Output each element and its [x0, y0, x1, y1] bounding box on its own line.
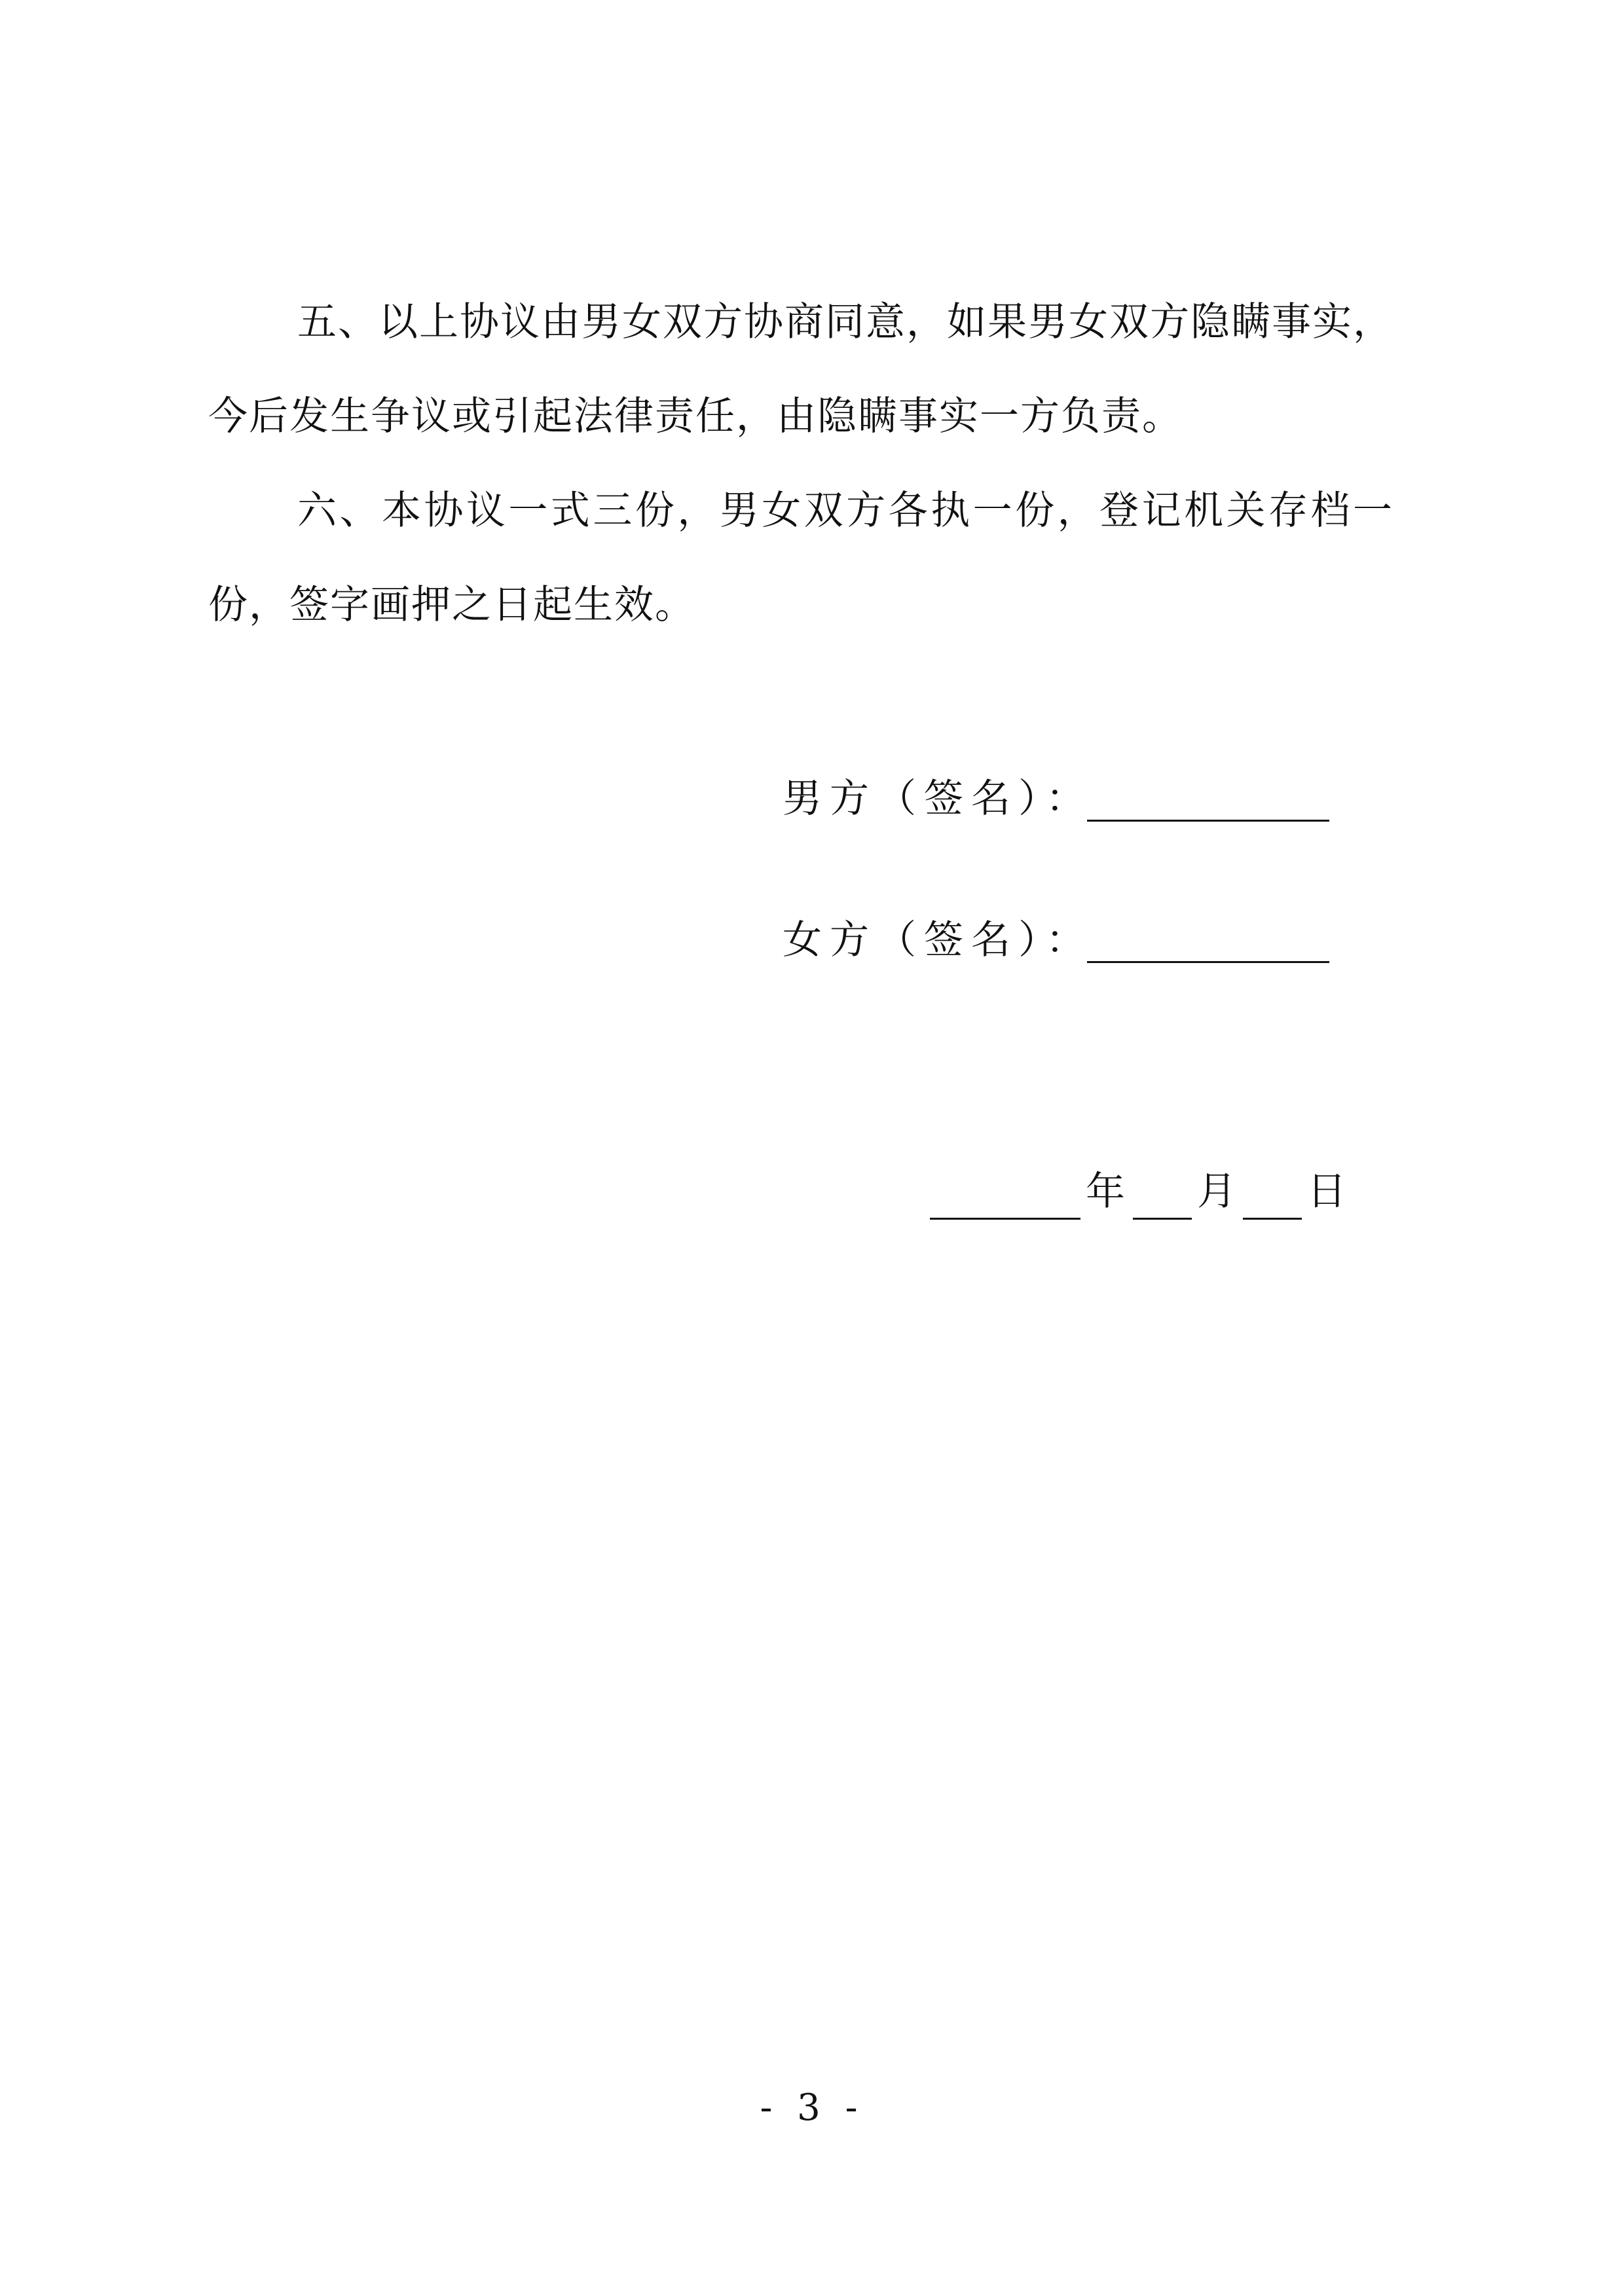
signing-date	[930, 1165, 1349, 1224]
year-unit: 年	[1086, 1169, 1125, 1214]
day-blank[interactable]	[1243, 1218, 1302, 1220]
month-unit: 月	[1197, 1169, 1236, 1214]
female-signature-line[interactable]	[1087, 961, 1329, 963]
clause-five: 五、以上协议由男女双方协商同意，如果男女双方隐瞒事实，今后发生争议或引起法律责任，由隐瞒事实一方负责。	[208, 299, 1393, 439]
year-blank[interactable]	[930, 1218, 1080, 1220]
page-number: - 3 -	[760, 2086, 864, 2129]
female-signature-row	[783, 914, 1093, 966]
month-blank[interactable]	[1133, 1218, 1192, 1220]
female-signature-label: 女方（签名）：	[783, 917, 1093, 963]
male-signature-label: 男方（签名）：	[783, 776, 1093, 822]
clause-six: 六、本协议一式三份，男女双方各执一份，登记机关存档一份，签字画押之日起生效。	[208, 488, 1393, 628]
day-unit: 日	[1307, 1169, 1346, 1214]
male-signature-line[interactable]	[1087, 820, 1329, 822]
male-signature-row	[783, 773, 1093, 825]
